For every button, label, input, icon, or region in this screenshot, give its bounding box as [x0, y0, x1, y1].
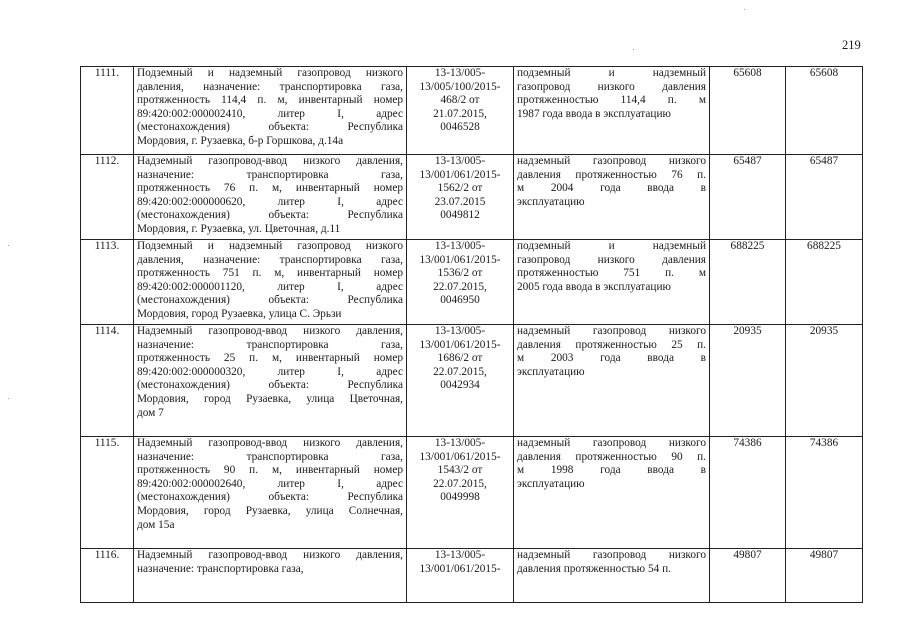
- value-cell-1: 74386: [710, 437, 786, 549]
- cell-line: 89:420:002:000000320, литер I, адрес: [137, 365, 403, 378]
- table-row: [81, 325, 863, 437]
- cell-line: 0049812: [440, 209, 480, 222]
- value-cell-2: 65487: [786, 155, 863, 240]
- value-cell-1: 65608: [710, 67, 786, 155]
- registry-body: [81, 67, 863, 603]
- cell-line: 13/005/100/2015-: [419, 80, 501, 93]
- cell-line: 23.07.2015: [434, 195, 486, 208]
- cell-line: 1987 года ввода в эксплуатацию: [517, 107, 671, 120]
- cell-line: 13-13/005-: [434, 437, 486, 449]
- object-description-cell: [134, 549, 407, 603]
- value-cell-2: 20935: [786, 325, 863, 437]
- cell-line: эксплуатацию: [517, 477, 585, 490]
- cell-line: 89:420:002:000001120, литер I, адрес: [137, 280, 403, 293]
- object-description-cell: [134, 67, 407, 155]
- table-row: [81, 155, 863, 240]
- cell-line: 0049998: [440, 491, 480, 504]
- cell-line: надземный газопровод низкого: [517, 155, 706, 167]
- cell-line: 13/001/061/2015-: [419, 338, 501, 351]
- table-row: [81, 240, 863, 325]
- scan-speck: [8, 245, 9, 246]
- cell-line: дом 15а: [137, 518, 175, 531]
- cell-line: протяженностью 751 п. м: [517, 267, 706, 280]
- registration-cell: [407, 325, 514, 437]
- registry-table: [80, 66, 863, 603]
- cell-line: 13-13/005-: [434, 155, 486, 167]
- cell-line: 1562/2 от: [437, 182, 483, 195]
- cell-line: назначение: транспортировка газа,: [137, 450, 403, 463]
- cell-line: надземный газопровод низкого: [517, 325, 706, 337]
- cell-line: 21.07.2015,: [433, 107, 487, 120]
- cell-line: давления, назначение: транспортировка газа,: [137, 80, 403, 93]
- characteristics-cell: [514, 325, 710, 437]
- characteristics-cell: [514, 437, 710, 549]
- cell-line: (местонахождения) объекта: Республика: [137, 379, 403, 392]
- table-row: [81, 67, 863, 155]
- cell-line: Мордовия, город Рузаевка, улица Солнечная,: [137, 504, 403, 517]
- object-description-cell: [134, 325, 407, 437]
- cell-line: Мордовия, город Рузаевка, улица Цветочная,: [137, 392, 403, 405]
- row-number-cell: 1112.: [81, 155, 134, 240]
- cell-line: Надземный газопровод-ввод низкого давления,: [137, 325, 403, 337]
- cell-line: подземный и надземный: [517, 240, 706, 252]
- cell-line: м 2003 года ввода в: [517, 352, 706, 365]
- cell-line: эксплуатацию: [517, 195, 585, 208]
- cell-line: 22.07.2015,: [433, 280, 487, 293]
- table-row: [81, 437, 863, 549]
- cell-line: надземный газопровод низкого: [517, 437, 706, 449]
- cell-line: назначение: транспортировка газа,: [137, 338, 403, 351]
- cell-line: 2005 года ввода в эксплуатацию: [517, 280, 671, 293]
- cell-line: эксплуатацию: [517, 365, 585, 378]
- cell-line: газопровод низкого давления: [517, 80, 706, 93]
- value-cell-2: 49807: [786, 549, 863, 603]
- cell-line: 13-13/005-: [434, 325, 486, 337]
- value-cell-1: 65487: [710, 155, 786, 240]
- cell-line: 89:420:002:000002640, литер I, адрес: [137, 477, 403, 490]
- cell-line: 13-13/005-: [434, 67, 486, 79]
- cell-line: давления протяженностью 54 п.: [517, 562, 671, 575]
- cell-line: 0046950: [440, 294, 480, 307]
- cell-line: 0046528: [440, 121, 480, 134]
- cell-line: назначение: транспортировка газа,: [137, 562, 304, 575]
- cell-line: (местонахождения) объекта: Республика: [137, 294, 403, 307]
- row-number-cell: 1113.: [81, 240, 134, 325]
- row-number-cell: 1116.: [81, 549, 134, 603]
- row-number-cell: 1114.: [81, 325, 134, 437]
- cell-line: 22.07.2015,: [433, 365, 487, 378]
- cell-line: протяженность 90 п. м, инвентарный номер: [137, 464, 403, 477]
- cell-line: 13/001/061/2015-: [419, 168, 501, 181]
- cell-line: Мордовия, город Рузаевка, улица С. Эрьзи: [137, 307, 342, 320]
- characteristics-cell: [514, 155, 710, 240]
- cell-line: назначение: транспортировка газа,: [137, 168, 403, 181]
- cell-line: Подземный и надземный газопровод низкого: [137, 240, 403, 252]
- cell-line: протяженность 76 п. м, инвентарный номер: [137, 182, 403, 195]
- registration-cell: [407, 437, 514, 549]
- cell-line: м 1998 года ввода в: [517, 464, 706, 477]
- cell-line: 22.07.2015,: [433, 477, 487, 490]
- cell-line: (местонахождения) объекта: Республика: [137, 121, 403, 134]
- cell-line: (местонахождения) объекта: Республика: [137, 491, 403, 504]
- cell-line: 13/001/061/2015-: [419, 253, 501, 266]
- value-cell-2: 688225: [786, 240, 863, 325]
- cell-line: давления протяженностью 25 п.: [517, 338, 706, 351]
- value-cell-2: 74386: [786, 437, 863, 549]
- cell-line: дом 7: [137, 406, 164, 419]
- row-number-cell: 1115.: [81, 437, 134, 549]
- cell-line: протяженность 751 п. м, инвентарный номер: [137, 267, 403, 280]
- cell-line: протяженностью 114,4 п. м: [517, 94, 706, 107]
- scan-speck: [8, 398, 9, 399]
- cell-line: 0042934: [440, 379, 480, 392]
- scan-speck: [744, 9, 745, 10]
- cell-line: 1543/2 от: [437, 464, 483, 477]
- cell-line: 89:420:002:000000620, литер I, адрес: [137, 195, 403, 208]
- cell-line: м 2004 года ввода в: [517, 182, 706, 195]
- cell-line: Мордовия, г. Рузаевка, б-р Горшкова, д.14а: [137, 134, 344, 147]
- table-row: [81, 549, 863, 603]
- value-cell-1: 688225: [710, 240, 786, 325]
- value-cell-2: 65608: [786, 67, 863, 155]
- cell-line: давления, назначение: транспортировка газа,: [137, 253, 403, 266]
- cell-line: Надземный газопровод-ввод низкого давления,: [137, 155, 403, 167]
- cell-line: 89:420:002:000002410, литер I, адрес: [137, 107, 403, 120]
- page-number: 219: [842, 38, 861, 52]
- cell-line: (местонахождения) объекта: Республика: [137, 209, 403, 222]
- cell-line: 468/2 от: [440, 94, 480, 107]
- cell-line: 13/001/061/2015-: [419, 562, 501, 575]
- cell-line: Мордовия, г. Рузаевка, ул. Цветочная, д.11: [137, 222, 341, 235]
- cell-line: Надземный газопровод-ввод низкого давления,: [137, 437, 403, 449]
- characteristics-cell: [514, 549, 710, 603]
- cell-line: надземный газопровод низкого: [517, 549, 706, 561]
- value-cell-1: 49807: [710, 549, 786, 603]
- cell-line: газопровод низкого давления: [517, 253, 706, 266]
- row-number-cell: 1111.: [81, 67, 134, 155]
- value-cell-1: 20935: [710, 325, 786, 437]
- object-description-cell: [134, 240, 407, 325]
- cell-line: 13-13/005-: [434, 549, 486, 561]
- registration-cell: [407, 155, 514, 240]
- cell-line: давления протяженностью 90 п.: [517, 450, 706, 463]
- object-description-cell: [134, 437, 407, 549]
- characteristics-cell: [514, 240, 710, 325]
- cell-line: 13/001/061/2015-: [419, 450, 501, 463]
- cell-line: подземный и надземный: [517, 67, 706, 79]
- cell-line: 13-13/005-: [434, 240, 486, 252]
- registration-cell: [407, 549, 514, 603]
- cell-line: 1686/2 от: [437, 352, 483, 365]
- scan-speck: [633, 49, 634, 50]
- cell-line: давления протяженностью 76 п.: [517, 168, 706, 181]
- cell-line: Надземный газопровод-ввод низкого давления,: [137, 549, 403, 561]
- cell-line: протяженность 114,4 п. м, инвентарный номер: [137, 94, 403, 107]
- characteristics-cell: [514, 67, 710, 155]
- object-description-cell: [134, 155, 407, 240]
- cell-line: Подземный и надземный газопровод низкого: [137, 67, 403, 79]
- registration-cell: [407, 67, 514, 155]
- cell-line: протяженность 25 п. м, инвентарный номер: [137, 352, 403, 365]
- registration-cell: [407, 240, 514, 325]
- cell-line: 1536/2 от: [437, 267, 483, 280]
